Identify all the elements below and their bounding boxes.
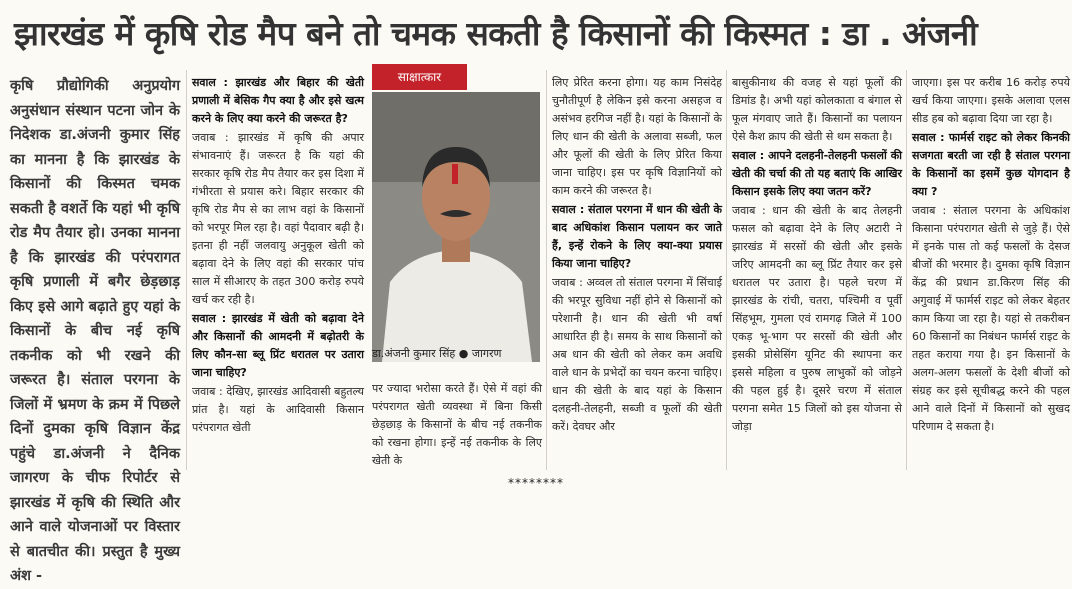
photo-caption: डा.अंजनी कुमार सिंह ● जागरण bbox=[372, 347, 502, 360]
column-divider bbox=[186, 70, 187, 470]
answer-1: जवाब : झारखंड में कृषि की अपार संभावनाएं हैं। जरूरत है कि यहां की सरकार कृषि रोड मैप तैयार कर इस दिशा में गंभीरता से प्रयास करे। बिहार सरकार की कृषि रोड मैप से का लाभ वहां के किसानों को भरपूर मिल रहा है। वहां पैदावार बढ़ी है। इतना ही नहीं जलवायु अनुकूल खेती को बढ़ावा देने के लिए वहां की सरकार पांच साल में सीआरए के तहत 300 करोड़ रुपये खर्च कर रही है। bbox=[192, 131, 364, 306]
column-3-text: पर ज्यादा भरोसा करते हैं। ऐसे में वहां की परंपरागत खेती व्यवस्था में बिना किसी छेड़छाड़ के किसानों के बीच नई तकनीक को रखना होगा। इन्हें नई तकनीक के लिए खेती के bbox=[372, 382, 542, 467]
question-2: सवाल : झारखंड में खेती को बढ़ावा देने और किसानों की आमदनी में बढ़ोतरी के लिए कौन-सा ब्लू प्रिंट धरातल पर उतारा जाना चाहिए? bbox=[192, 312, 364, 379]
column-divider bbox=[726, 70, 727, 470]
column-2 bbox=[192, 74, 364, 474]
column-5-paragraph: बासुकीनाथ की वजह से यहां फूलों की डिमांड है। अभी यहां कोलकाता व बंगाल से फूल मंगवाए जाते हैं। किसानों का पलायन ऐसे कैश क्राप की खेती से थम सकता है। bbox=[732, 76, 902, 143]
photo-tag: साक्षात्कार bbox=[372, 64, 467, 90]
headline: झारखंड में कृषि रोड मैप बने तो चमक सकती है किसानों की किस्मत : डा . अंजनी bbox=[14, 14, 978, 53]
question-1: सवाल : झारखंड और बिहार की खेती प्रणाली में बेसिक गैप क्या है और इसे खत्म करने के लिए क्या करने की जरूरत है? bbox=[192, 76, 364, 125]
portrait-illustration bbox=[372, 92, 540, 362]
portrait-photo bbox=[372, 92, 540, 362]
question-5: सवाल : फार्मर्स राइट को लेकर किनकी सजगता बरती जा रही है संताल परगना के किसानों का इसमें कुछ योगदान है क्या ? bbox=[912, 131, 1070, 198]
intro-column bbox=[10, 74, 180, 584]
column-divider bbox=[546, 70, 547, 470]
answer-4: जवाब : धान की खेती के बाद तेलहनी फसल को बढ़ावा देने के लिए अटारी ने झारखंड में सरसों की खेती और इसके जरिए आमदनी का ब्लू प्रिंट तैयार कर इसे धरातल पर उतारा है। पहले चरण में झारखंड के रांची, चतरा, पश्चिमी व पूर्वी सिंहभूम, गुमला एवं रामगढ़ जिले में 100 एकड़ भू-भाग पर सरसों की खेती और इसकी प्रोसेसिंग यूनिट की स्थापना कर इससे महिला व पुरुष लाभुकों को जोड़ने की पहल हुई है। दूसरे चरण में संताल परगना समेत 15 जिलों को इस योजना से जोड़ा bbox=[732, 204, 902, 433]
answer-2: जवाब : देखिए, झारखंड आदिवासी बहुतल्य प्रांत है। यहां के आदिवासी किसान परंपरागत खेती bbox=[192, 385, 364, 434]
column-5 bbox=[732, 74, 902, 474]
question-3: सवाल : संताल परगना में धान की खेती के बाद अधिकांश किसान पलायन कर जाते हैं, इन्हें रोकने के लिए क्या-क्या प्रयास किया जाना चाहिए? bbox=[552, 203, 722, 270]
question-4: सवाल : आपने दलहनी-तेलहनी फसलों की खेती की चर्चा की तो यह बताएं कि आखिर किसान इसके लिए क्या जतन करें? bbox=[732, 149, 902, 198]
answer-5: जवाब : संताल परगना के अधिकांश किसाना परंपरागत खेती से जुड़े हैं। ऐसे में इनके पास तो कई फसलों के देसज बीजों की भरमार है। दुमका कृषि विज्ञान केंद्र की प्रधान डा.किरण सिंह की अगुवाई में फार्मर्स राइट को लेकर बेहतर काम किया जा रहा है। यहां से तकरीबन 60 किसानों का निबंधन फार्मर्स राइट के तहत कराया गया है। इन किसानों के अलग-अलग फसलों के देशी बीजों को संग्रह कर इसे सूचीबद्ध करने की पहल आने वाले दिनों में किसानों को सुखद परिणाम दे सकता है। bbox=[912, 204, 1070, 433]
column-3 bbox=[372, 380, 542, 476]
intro-text: कृषि प्रौद्योगिकी अनुप्रयोग अनुसंधान संस्थान पटना जोन के निदेशक डा.अंजनी कुमार सिंह का मानना है कि झारखंड के किसानों की किस्मत चमक सकती है वशर्ते कि यहां भी कृषि रोड मैप तैयार हो। उनका मानना है कि झारखंड की परंपरागत कृषि प्रणाली में बगैर छेड़छाड़ किए इसे आगे बढ़ाते हुए यहां के किसानों के बीच नई कृषि तकनीक को भी रखने की जरूरत है। संताल परगना के जिलों में भ्रमण के क्रम में पिछले दिनों दुमका कृषि विज्ञान केंद्र पहुंचे डा.अंजनी ने दैनिक जागरण के चीफ रिपोर्टर से झारखंड में कृषि की स्थिति और आने वाले योजनाओं पर विस्तार से बातचीत की। प्रस्तुत है मुख्य अंश - bbox=[10, 78, 180, 584]
answer-3: जवाब : अव्वल तो संताल परगना में सिंचाई की भरपूर सुविधा नहीं होने से किसानों को परेशानी है। धान की खेती भी वर्षा आधारित ही है। समय के साथ किसानों को अब धान की खेती को लेकर कम अवधि वाले धान के प्रभेदों का चयन करना चाहिए। धान की खेती के बाद यहां के किसान दलहनी-तेलहनी, सब्जी व फूलों की खेती करें। देवघर और bbox=[552, 276, 722, 433]
column-6-paragraph: जाएगा। इस पर करीब 16 करोड़ रुपये खर्च किया जाएगा। इसके अलावा एलस सीड हब को बढ़ावा दिया जा रहा है। bbox=[912, 76, 1070, 125]
column-divider bbox=[906, 70, 907, 470]
end-marker: ******** bbox=[508, 476, 564, 490]
column-4-paragraph: लिए प्रेरित करना होगा। यह काम निसंदेह चुनौतीपूर्ण है लेकिन इसे करना असहज व असंभव हरगिज नहीं है। यहां के किसानों के लिए धान की खेती के अलावा सब्जी, फल और फूलों की खेती के लिए प्रेरित किया जाना चाहिए। इस पर कृषि विज्ञानियों को काम करने की जरूरत है। bbox=[552, 76, 722, 197]
column-4 bbox=[552, 74, 722, 474]
interview-photo-block bbox=[372, 64, 540, 376]
column-6 bbox=[912, 74, 1070, 474]
